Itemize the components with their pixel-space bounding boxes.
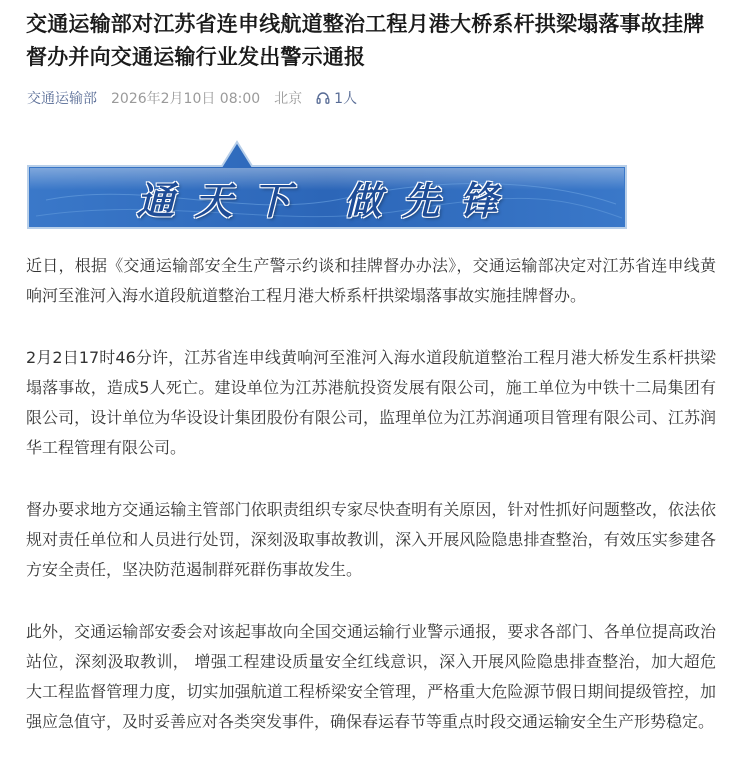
article-meta [27,88,357,108]
listen-count: 1人 [334,91,358,107]
article-title: 交通运输部对江苏省连申线航道整治工程月港大桥系杆拱梁塌落事故挂牌督办并向交通运输行业发出警示通报 [26,12,705,69]
paragraph: 督办要求地方交通运输主管部门依职责组织专家尽快查明有关原因，针对性抓好问题整改，依法依规对责任单位和人员进行处罚，深刻汲取事故教训，深入开展风险隐患排查整治，有效压实参建各方安全责任，坚决防范遏制群死群伤事故发生。 [26,500,716,579]
publish-date: 2026年2月10日 08:00 [111,91,261,107]
paragraph: 此外，交通运输部安委会对该起事故向全国交通运输行业警示通报，要求各部门、各单位提高政治站位，深刻汲取教训， 增强工程建设质量安全红线意识，深入开展风险隐患排查整治，加大超危大工程监督管理力度，切实加强航道工程桥梁安全管理，严格重大危险源节假日期间提级管控，加强应急值守，及时妥善应对各类突发事件，确保春运春节等重点时段交通运输安全生产形势稳定。 [26,622,716,731]
paragraph: 2月2日17时46分许，江苏省连申线黄响河至淮河入海水道段航道整治工程月港大桥发生系杆拱梁塌落事故，造成5人死亡。建设单位为江苏港航投资发展有限公司，施工单位为中铁十二局集团有限公司，设计单位为华设设计集团股份有限公司，监理单位为江苏润通项目管理有限公司、江苏润华工程管理有限公司。 [26,348,716,457]
banner-slogan: 通天下 做先锋 [136,177,518,223]
listen-button[interactable] [316,88,357,108]
headphones-icon [316,91,330,105]
paragraph: 近日，根据《交通运输部安全生产警示约谈和挂牌督办办法》，交通运输部决定对江苏省连申线黄响河至淮河入海水道段航道整治工程月港大桥系杆拱梁塌落事故实施挂牌督办。 [26,256,716,305]
banner-image [26,140,628,230]
source-link[interactable]: 交通运输部 [27,91,97,107]
article-body [26,251,716,769]
location: 北京 [274,91,303,107]
